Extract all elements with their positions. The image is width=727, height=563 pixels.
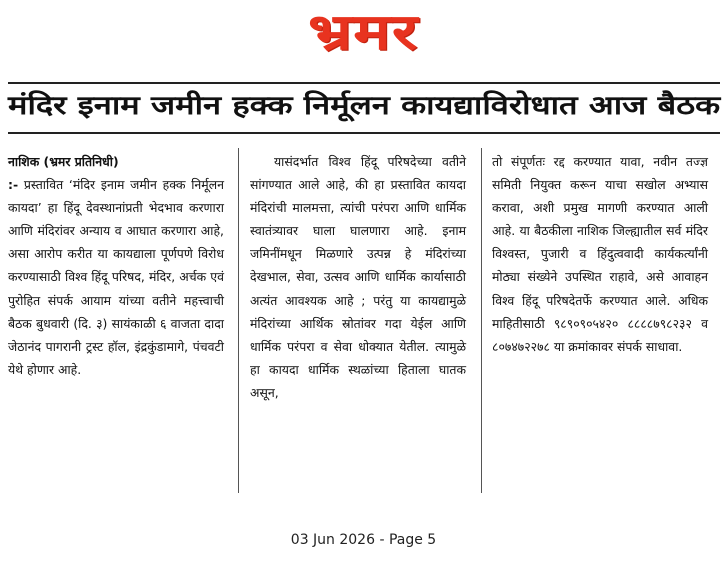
- column-divider-2: [481, 148, 482, 493]
- article-headline: मंदिर इनाम जमीन हक्क निर्मूलन कायद्याविरोधात आज बैठक: [8, 91, 721, 121]
- column-1-text: प्रस्तावित ‘मंदिर इनाम जमीन हक्क निर्मूलन कायदा’ हा हिंदू देवस्थानांप्रती भेदभाव करणारा आणि मंदिरांवर अन्याय व आघात करणारा आहे, असा आरोप करीत या कायद्याला पूर्णपणे विरोध करण्यासाठी विश्व हिंदू परिषद, मंदिर, अर्चक एवं पुरोहित संपर्क आयाम यांच्या वतीने महत्त्वाची बैठक बुधवारी (दि. ३) सायंकाळी ६ वाजता दादा जेठानंद पागरानी ट्रस्ट हॉल, इंद्रकुंडामागे, पंचवटी येथे होणार आहे.: [8, 177, 224, 377]
- article-column-2: [250, 150, 466, 404]
- lead-mark: :-: [8, 177, 19, 193]
- column-2-text: यासंदर्भात विश्व हिंदू परिषदेच्या वतीने सांगण्यात आले आहे, की हा प्रस्तावित कायदा मंदिरांची मालमत्ता, त्यांची परंपरा आणि धार्मिक स्वातंत्र्यावर घाला घालणारा आहे. इनाम जमिनींमधून मिळणारे उत्पन्न हे मंदिरांच्या देखभाल, सेवा, उत्सव आणि धार्मिक कार्यासाठी अत्यंत आवश्यक आहे ; परंतु या कायद्यामुळे मंदिरांच्या आर्थिक स्रोतांवर गदा येईल आणि धार्मिक परंपरा व सेवा धोक्यात येतील. त्यामुळे हा कायदा धार्मिक स्थळांच्या हिताला घातक असून,: [250, 154, 466, 400]
- newspaper-logo: भ्रमर: [308, 3, 419, 61]
- article-column-3: [492, 150, 708, 358]
- page-footer: 03 Jun 2026 - Page 5: [290, 532, 437, 548]
- column-3-text: तो संपूर्णतः रद्द करण्यात यावा, नवीन तज्ज्ञ समिती नियुक्त करून याचा सखोल अभ्यास करावा, अशी प्रमुख मागणी करण्यात आली आहे. या बैठकीला नाशिक जिल्ह्यातील सर्व मंदिर विश्वस्त, पुजारी व हिंदुत्ववादी कार्यकर्त्यांनी मोठ्या संख्येने उपस्थित राहावे, असे आवाहन विश्व हिंदू परिषदेतर्फे करण्यात आले. अधिक माहितीसाठी ९८९०९०५४२० ८८८८७९८२३२ व ८०७४७२२७८ या क्रमांकावर संपर्क साधावा.: [492, 154, 708, 354]
- article-dateline: नाशिक (भ्रमर प्रतिनिधी): [8, 154, 119, 169]
- headline-bottom-rule: [8, 132, 720, 134]
- masthead: [0, 2, 727, 64]
- headline-top-rule: [8, 82, 720, 84]
- article-column-1: [8, 150, 224, 381]
- column-divider-1: [238, 148, 239, 493]
- article-paragraph-1: [8, 173, 224, 381]
